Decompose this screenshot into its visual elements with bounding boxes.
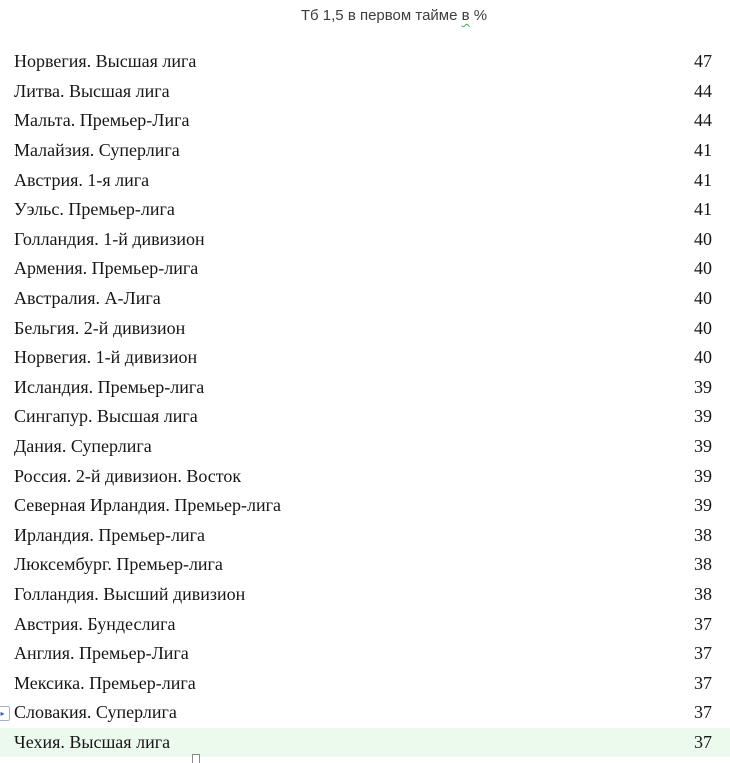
league-name: Норвегия. Высшая лига	[14, 51, 197, 72]
percentage-value: 44	[694, 80, 712, 101]
table-row	[0, 225, 730, 255]
table-row	[0, 728, 730, 758]
league-name: Мальта. Премьер-Лига	[14, 110, 190, 131]
page-title	[0, 7, 730, 24]
page-title-suffix: %	[469, 7, 488, 24]
right-arrow-icon: ▸	[0, 708, 5, 718]
percentage-value: 40	[694, 258, 712, 279]
league-name: Люксембург. Премьер-лига	[14, 554, 223, 575]
league-name: Ирландия. Премьер-лига	[14, 524, 205, 545]
table-row	[0, 639, 730, 669]
table-row	[0, 165, 730, 195]
percentage-value: 38	[694, 583, 712, 604]
percentage-value: 39	[694, 465, 712, 486]
table-row	[0, 106, 730, 136]
league-name: Словакия. Суперлига	[14, 702, 177, 723]
percentage-value: 40	[694, 347, 712, 368]
percentage-value: 47	[694, 51, 712, 72]
table-row	[0, 580, 730, 610]
table-row	[0, 668, 730, 698]
league-name: Австрия. 1-я лига	[14, 169, 150, 190]
table-row	[0, 432, 730, 462]
spellcheck-underlined-word: в	[461, 7, 470, 24]
autocorrect-button[interactable]	[0, 706, 10, 721]
percentage-value: 39	[694, 436, 712, 457]
percentage-value: 41	[694, 140, 712, 161]
table-row	[0, 402, 730, 432]
percentage-value: 37	[694, 702, 712, 723]
percentage-value: 39	[694, 406, 712, 427]
league-name: Северная Ирландия. Премьер-лига	[14, 495, 281, 516]
league-table	[0, 47, 730, 757]
league-name: Россия. 2-й дивизион. Восток	[14, 465, 242, 486]
percentage-value: 39	[694, 495, 712, 516]
league-name: Исландия. Премьер-лига	[14, 376, 205, 397]
percentage-value: 38	[694, 554, 712, 575]
table-row	[0, 521, 730, 551]
percentage-value: 37	[694, 672, 712, 693]
table-row	[0, 313, 730, 343]
percentage-value: 41	[694, 169, 712, 190]
table-row	[0, 284, 730, 314]
table-row	[0, 461, 730, 491]
table-row	[0, 698, 730, 728]
table-row	[0, 77, 730, 107]
league-name: Англия. Премьер-Лига	[14, 643, 189, 664]
league-name: Бельгия. 2-й дивизион	[14, 317, 186, 338]
percentage-value: 44	[694, 110, 712, 131]
league-name: Голландия. Высший дивизион	[14, 583, 246, 604]
league-name: Австрия. Бундеслига	[14, 613, 176, 634]
league-name: Чехия. Высшая лига	[14, 731, 171, 752]
percentage-value: 40	[694, 288, 712, 309]
table-row	[0, 343, 730, 373]
table-row	[0, 550, 730, 580]
league-name: Дания. Суперлига	[14, 436, 152, 457]
percentage-value: 40	[694, 317, 712, 338]
percentage-value: 38	[694, 524, 712, 545]
table-row	[0, 136, 730, 166]
league-name: Малайзия. Суперлига	[14, 140, 180, 161]
league-name: Австралия. А-Лига	[14, 288, 161, 309]
table-row	[0, 373, 730, 403]
league-name: Армения. Премьер-лига	[14, 258, 199, 279]
league-name: Мексика. Премьер-лига	[14, 672, 196, 693]
percentage-value: 37	[694, 643, 712, 664]
league-name: Голландия. 1-й дивизион	[14, 228, 205, 249]
table-row	[0, 195, 730, 225]
percentage-value: 37	[694, 613, 712, 634]
league-name: Норвегия. 1-й дивизион	[14, 347, 198, 368]
table-row	[0, 491, 730, 521]
percentage-value: 37	[694, 731, 712, 752]
percentage-value: 41	[694, 199, 712, 220]
table-row	[0, 254, 730, 284]
league-name: Литва. Высшая лига	[14, 80, 170, 101]
table-row	[0, 609, 730, 639]
object-anchor-icon	[192, 754, 200, 763]
league-name: Уэльс. Премьер-лига	[14, 199, 175, 220]
page-title-text: Тб 1,5 в первом тайме	[300, 7, 462, 24]
table-row	[0, 47, 730, 77]
percentage-value: 39	[694, 376, 712, 397]
league-name: Сингапур. Высшая лига	[14, 406, 198, 427]
percentage-value: 40	[694, 228, 712, 249]
